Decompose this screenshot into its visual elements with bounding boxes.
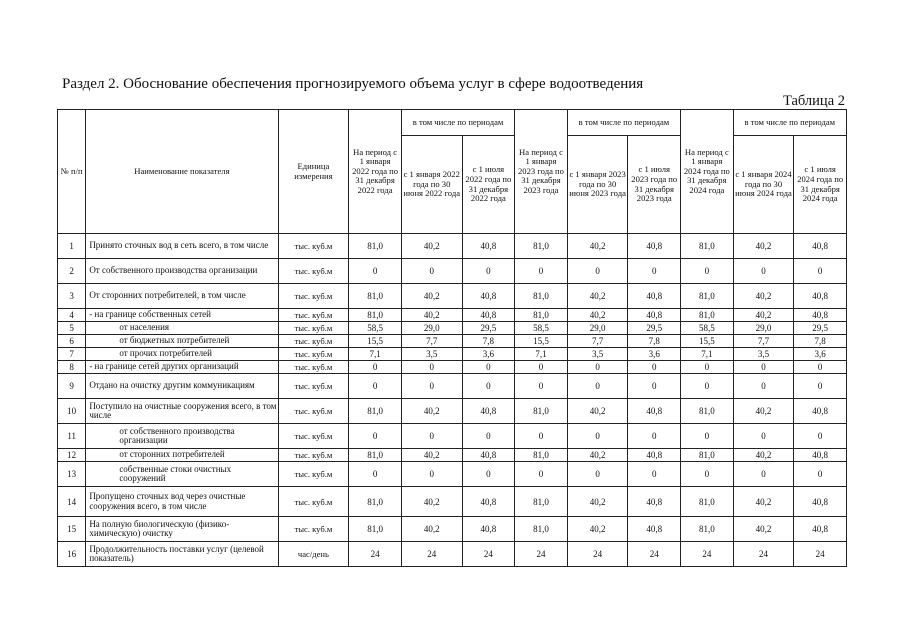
row-value: 81,0 (349, 487, 402, 517)
row-name: От собственного производства организации (86, 259, 278, 284)
row-value: 81,0 (349, 399, 402, 424)
table-row (58, 335, 847, 348)
row-name: От сторонних потребителей, в том числе (86, 284, 278, 309)
row-value: 40,2 (401, 449, 462, 462)
row-value: 3,6 (462, 348, 515, 361)
row-number: 1 (58, 234, 86, 259)
row-value: 0 (462, 424, 515, 449)
row-value: 0 (401, 259, 462, 284)
row-value: 24 (794, 542, 847, 567)
row-value: 81,0 (349, 309, 402, 322)
row-value: 40,8 (794, 487, 847, 517)
row-name: от прочих потребителей (86, 348, 278, 361)
header-name: Наименование показателя (86, 110, 278, 234)
row-unit: тыс. куб.м (278, 259, 349, 284)
header-unit: Единица измерения (278, 110, 349, 234)
row-value: 0 (733, 374, 794, 399)
row-value: 0 (515, 462, 568, 487)
row-value: 24 (462, 542, 515, 567)
row-value: 0 (733, 361, 794, 374)
row-value: 24 (628, 542, 681, 567)
row-number: 8 (58, 361, 86, 374)
row-value: 81,0 (681, 449, 734, 462)
row-value: 40,2 (567, 234, 628, 259)
row-value: 0 (794, 424, 847, 449)
row-unit: тыс. куб.м (278, 335, 349, 348)
row-value: 0 (733, 462, 794, 487)
row-value: 81,0 (349, 517, 402, 542)
row-value: 40,2 (733, 234, 794, 259)
row-name: Пропущено сточных вод через очистные сооружения всего, в том числе (86, 487, 278, 517)
row-number: 12 (58, 449, 86, 462)
row-value: 81,0 (349, 234, 402, 259)
row-number: 13 (58, 462, 86, 487)
row-value: 0 (681, 374, 734, 399)
row-value: 40,2 (733, 487, 794, 517)
header-num: № п/п (58, 110, 86, 234)
row-value: 40,8 (462, 487, 515, 517)
row-value: 0 (349, 374, 402, 399)
header-half2-2023: с 1 июля 2023 года по 31 декабря 2023 года (628, 136, 681, 234)
row-value: 7,8 (794, 335, 847, 348)
table-row (58, 517, 847, 542)
row-value: 40,8 (462, 284, 515, 309)
row-value: 0 (349, 259, 402, 284)
row-value: 40,8 (462, 309, 515, 322)
row-value: 15,5 (681, 335, 734, 348)
row-number: 7 (58, 348, 86, 361)
row-value: 40,2 (567, 284, 628, 309)
row-name: - на границе собственных сетей (86, 309, 278, 322)
row-value: 0 (794, 374, 847, 399)
row-value: 0 (462, 361, 515, 374)
row-value: 0 (628, 361, 681, 374)
row-value: 0 (567, 259, 628, 284)
table-row (58, 348, 847, 361)
row-unit: тыс. куб.м (278, 284, 349, 309)
row-value: 0 (462, 374, 515, 399)
row-value: 81,0 (515, 517, 568, 542)
forecast-table (57, 109, 847, 567)
row-number: 5 (58, 322, 86, 335)
row-unit: тыс. куб.м (278, 424, 349, 449)
row-value: 3,5 (401, 348, 462, 361)
table-row (58, 374, 847, 399)
row-value: 0 (794, 361, 847, 374)
row-value: 40,2 (567, 449, 628, 462)
row-value: 7,1 (515, 348, 568, 361)
row-value: 0 (567, 462, 628, 487)
row-name: от собственного производства организации (86, 424, 278, 449)
row-value: 81,0 (515, 399, 568, 424)
row-number: 14 (58, 487, 86, 517)
row-value: 40,8 (794, 309, 847, 322)
row-value: 58,5 (681, 322, 734, 335)
row-value: 40,8 (794, 517, 847, 542)
row-value: 40,8 (794, 234, 847, 259)
table-row (58, 399, 847, 424)
row-unit: тыс. куб.м (278, 234, 349, 259)
section-title: Раздел 2. Обоснование обеспечения прогнозируемого объема услуг в сфере водоотведения (62, 76, 644, 92)
row-value: 7,1 (681, 348, 734, 361)
row-value: 81,0 (515, 284, 568, 309)
row-number: 10 (58, 399, 86, 424)
row-value: 0 (681, 361, 734, 374)
row-value: 0 (794, 462, 847, 487)
row-unit: тыс. куб.м (278, 322, 349, 335)
table-row (58, 361, 847, 374)
row-name: Поступило на очистные сооружения всего, в том числе (86, 399, 278, 424)
row-value: 40,8 (794, 399, 847, 424)
row-unit: час/день (278, 542, 349, 567)
row-value: 29,0 (401, 322, 462, 335)
row-value: 0 (567, 361, 628, 374)
row-value: 0 (628, 374, 681, 399)
row-value: 40,2 (567, 399, 628, 424)
row-value: 24 (733, 542, 794, 567)
row-value: 0 (515, 424, 568, 449)
header-period-2023: На период с 1 января 2023 года по 31 декабря 2023 года (515, 110, 568, 234)
row-value: 0 (567, 424, 628, 449)
row-unit: тыс. куб.м (278, 374, 349, 399)
row-unit: тыс. куб.м (278, 399, 349, 424)
row-number: 2 (58, 259, 86, 284)
row-name: Отдано на очистку другим коммуникациям (86, 374, 278, 399)
row-value: 40,2 (733, 399, 794, 424)
row-number: 9 (58, 374, 86, 399)
table-row (58, 322, 847, 335)
row-value: 40,8 (628, 449, 681, 462)
row-value: 0 (349, 462, 402, 487)
row-unit: тыс. куб.м (278, 348, 349, 361)
row-value: 0 (628, 462, 681, 487)
header-period-2022: На период с 1 января 2022 года по 31 декабря 2022 года (349, 110, 402, 234)
row-value: 24 (567, 542, 628, 567)
row-value: 29,0 (567, 322, 628, 335)
row-value: 81,0 (681, 487, 734, 517)
row-value: 24 (349, 542, 402, 567)
row-value: 40,2 (733, 517, 794, 542)
row-name: Принято сточных вод в сеть всего, в том числе (86, 234, 278, 259)
row-value: 29,5 (462, 322, 515, 335)
row-value: 40,8 (462, 517, 515, 542)
row-unit: тыс. куб.м (278, 309, 349, 322)
row-value: 81,0 (681, 399, 734, 424)
row-value: 40,2 (401, 487, 462, 517)
row-value: 81,0 (681, 234, 734, 259)
row-value: 7,8 (628, 335, 681, 348)
table-row (58, 542, 847, 567)
row-value: 29,0 (733, 322, 794, 335)
row-value: 40,8 (628, 487, 681, 517)
row-number: 15 (58, 517, 86, 542)
row-value: 81,0 (681, 517, 734, 542)
row-value: 0 (628, 259, 681, 284)
row-value: 40,2 (567, 487, 628, 517)
row-name: На полную биологическую (физико-химическую) очистку (86, 517, 278, 542)
row-unit: тыс. куб.м (278, 517, 349, 542)
row-value: 3,5 (567, 348, 628, 361)
row-number: 11 (58, 424, 86, 449)
row-value: 0 (628, 424, 681, 449)
header-subperiods-2024: в том числе по периодам (733, 110, 846, 136)
row-value: 81,0 (349, 449, 402, 462)
row-value: 3,6 (628, 348, 681, 361)
row-value: 24 (515, 542, 568, 567)
row-value: 24 (681, 542, 734, 567)
row-name: Продолжительность поставки услуг (целевой показатель) (86, 542, 278, 567)
row-value: 40,2 (401, 399, 462, 424)
row-value: 40,2 (401, 517, 462, 542)
row-value: 0 (681, 462, 734, 487)
table-row (58, 284, 847, 309)
row-value: 40,8 (628, 399, 681, 424)
row-value: 7,7 (733, 335, 794, 348)
row-value: 40,8 (794, 449, 847, 462)
row-value: 81,0 (681, 284, 734, 309)
header-period-2024: На период с 1 января 2024 года по 31 декабря 2024 года (681, 110, 734, 234)
row-value: 81,0 (515, 234, 568, 259)
row-value: 0 (515, 259, 568, 284)
row-number: 4 (58, 309, 86, 322)
row-value: 3,5 (733, 348, 794, 361)
row-value: 40,2 (567, 517, 628, 542)
row-unit: тыс. куб.м (278, 487, 349, 517)
row-value: 58,5 (515, 322, 568, 335)
row-value: 0 (733, 259, 794, 284)
row-value: 3,6 (794, 348, 847, 361)
row-value: 7,8 (462, 335, 515, 348)
row-value: 40,8 (628, 309, 681, 322)
row-value: 7,7 (401, 335, 462, 348)
row-name: от сторонних потребителей (86, 449, 278, 462)
table-row (58, 449, 847, 462)
table-row (58, 487, 847, 517)
table-row (58, 234, 847, 259)
row-value: 0 (401, 361, 462, 374)
row-value: 15,5 (515, 335, 568, 348)
row-value: 0 (794, 259, 847, 284)
row-value: 24 (401, 542, 462, 567)
row-value: 7,7 (567, 335, 628, 348)
row-value: 0 (401, 462, 462, 487)
table-label: Таблица 2 (782, 93, 845, 109)
row-value: 40,8 (462, 399, 515, 424)
row-name: собственные стоки очистных сооружений (86, 462, 278, 487)
row-value: 0 (681, 424, 734, 449)
row-name: от населения (86, 322, 278, 335)
row-value: 40,2 (401, 234, 462, 259)
row-value: 40,2 (733, 284, 794, 309)
row-value: 0 (349, 424, 402, 449)
row-name: от бюджетных потребителей (86, 335, 278, 348)
row-value: 40,8 (794, 284, 847, 309)
table-row (58, 309, 847, 322)
row-number: 6 (58, 335, 86, 348)
row-value: 0 (515, 361, 568, 374)
row-unit: тыс. куб.м (278, 462, 349, 487)
row-unit: тыс. куб.м (278, 361, 349, 374)
row-value: 0 (515, 374, 568, 399)
row-value: 81,0 (515, 309, 568, 322)
table-row (58, 259, 847, 284)
row-value: 7,1 (349, 348, 402, 361)
row-value: 81,0 (681, 309, 734, 322)
row-value: 81,0 (349, 284, 402, 309)
row-value: 40,8 (628, 284, 681, 309)
row-number: 16 (58, 542, 86, 567)
row-value: 58,5 (349, 322, 402, 335)
row-value: 0 (462, 462, 515, 487)
table-row (58, 424, 847, 449)
row-value: 0 (567, 374, 628, 399)
row-value: 0 (462, 259, 515, 284)
row-value: 40,2 (401, 284, 462, 309)
row-value: 40,2 (567, 309, 628, 322)
row-value: 40,2 (733, 449, 794, 462)
header-half1-2024: с 1 января 2024 года по 30 июня 2024 года (733, 136, 794, 234)
row-value: 15,5 (349, 335, 402, 348)
row-value: 40,2 (733, 309, 794, 322)
header-half2-2024: с 1 июля 2024 года по 31 декабря 2024 года (794, 136, 847, 234)
row-value: 0 (349, 361, 402, 374)
row-value: 0 (681, 259, 734, 284)
header-half1-2022: с 1 января 2022 года по 30 июня 2022 года (401, 136, 462, 234)
header-subperiods-2023: в том числе по периодам (567, 110, 680, 136)
row-value: 40,8 (628, 517, 681, 542)
row-value: 40,8 (628, 234, 681, 259)
row-unit: тыс. куб.м (278, 449, 349, 462)
row-value: 0 (733, 424, 794, 449)
row-value: 0 (401, 374, 462, 399)
row-value: 40,2 (401, 309, 462, 322)
table-row (58, 462, 847, 487)
row-number: 3 (58, 284, 86, 309)
row-name: - на границе сетей других организаций (86, 361, 278, 374)
row-value: 40,8 (462, 234, 515, 259)
row-value: 81,0 (515, 449, 568, 462)
header-half2-2022: с 1 июля 2022 года по 31 декабря 2022 года (462, 136, 515, 234)
header-subperiods-2022: в том числе по периодам (401, 110, 514, 136)
header-half1-2023: с 1 января 2023 года по 30 июня 2023 года (567, 136, 628, 234)
row-value: 29,5 (628, 322, 681, 335)
table-body (58, 234, 847, 567)
row-value: 29,5 (794, 322, 847, 335)
row-value: 40,8 (462, 449, 515, 462)
row-value: 81,0 (515, 487, 568, 517)
row-value: 0 (401, 424, 462, 449)
